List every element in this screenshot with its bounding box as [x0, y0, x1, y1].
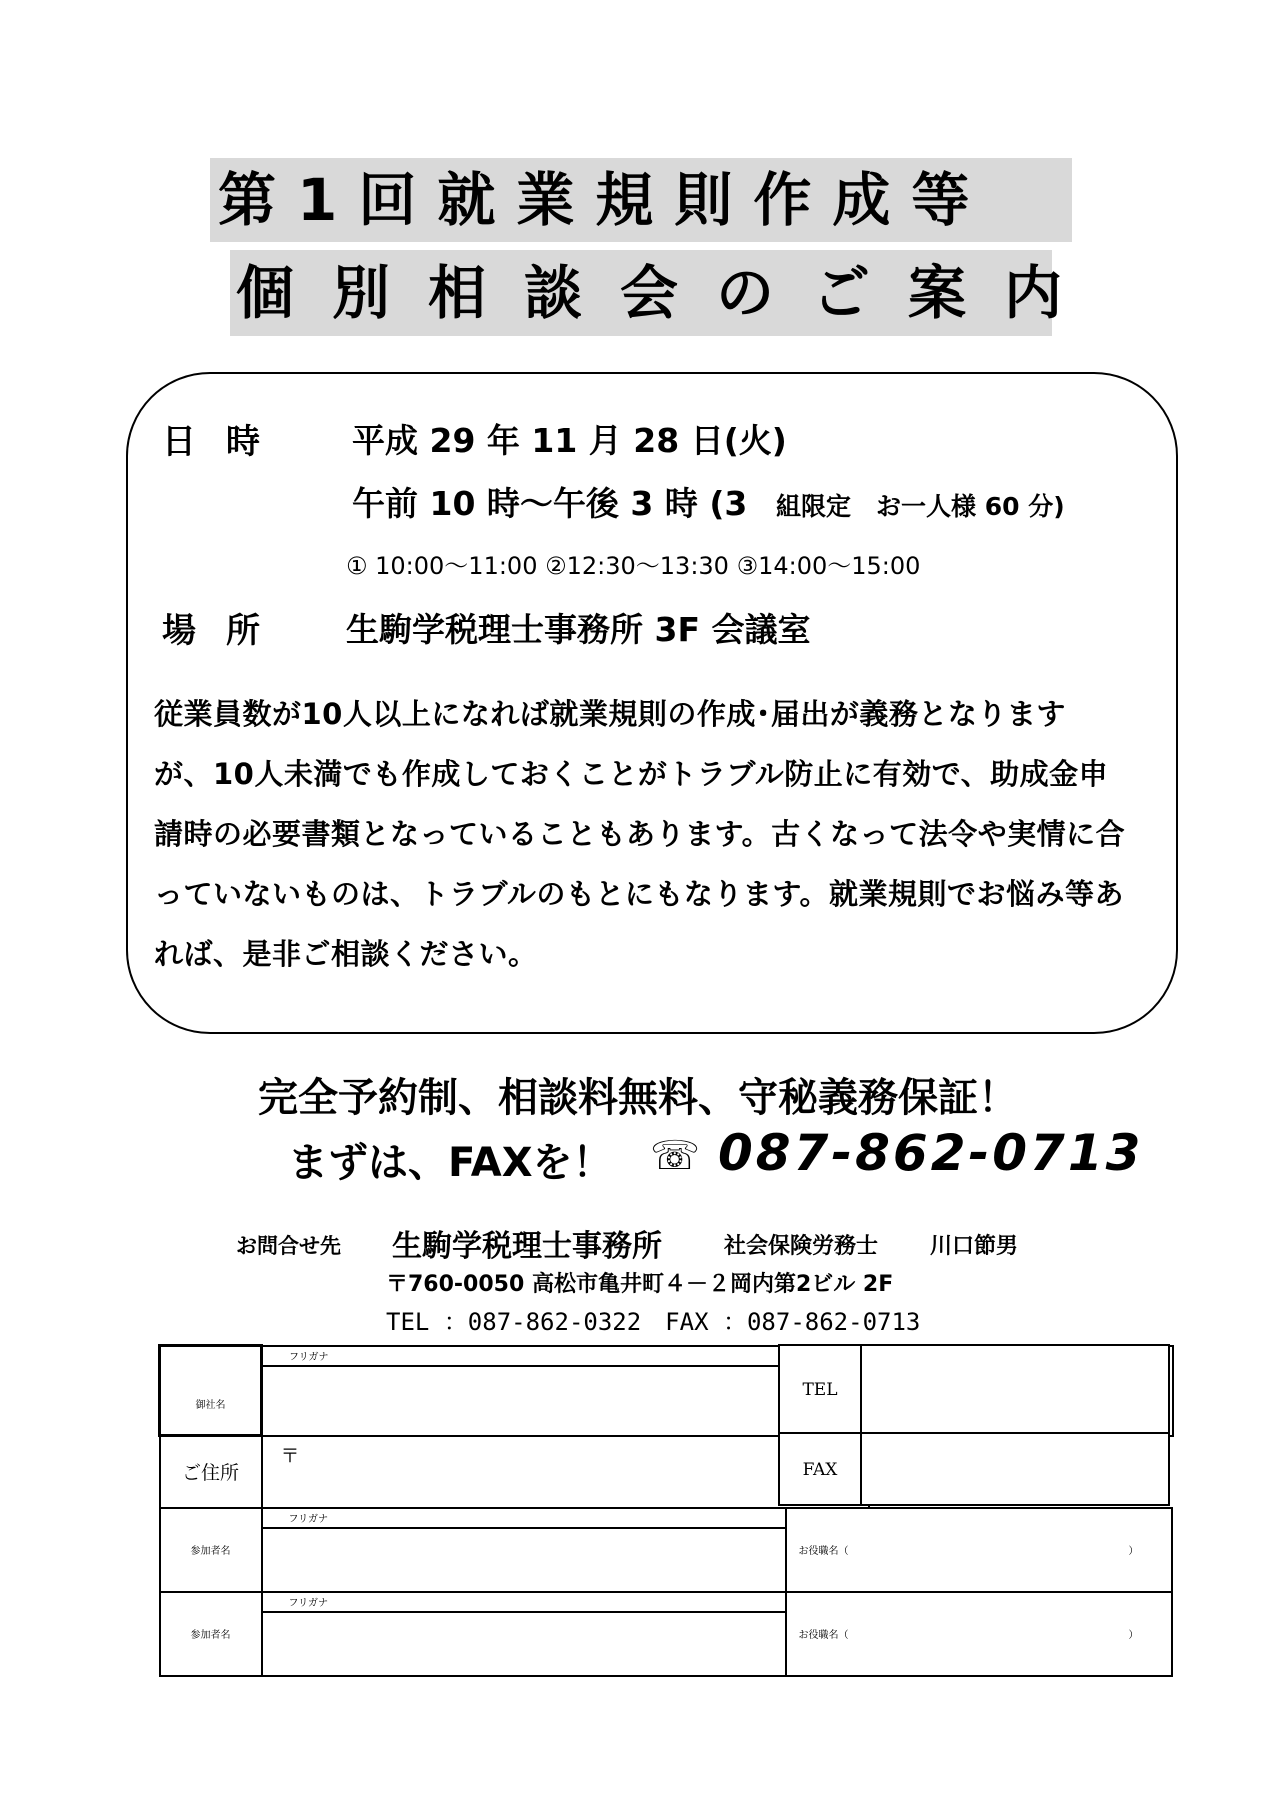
tel-fax-block — [778, 1344, 1170, 1506]
participant-label: 参加者名 — [160, 1592, 262, 1676]
participant-label: 参加者名 — [160, 1508, 262, 1592]
contact-label: お問合せ先 — [236, 1234, 341, 1258]
datetime-label: 日時 — [162, 422, 290, 462]
promo-headline: 完全予約制、相談料無料、守秘義務保証！ — [258, 1075, 1018, 1121]
event-time: 午前 10 時～午後 3 時 (3 — [352, 484, 748, 523]
promo-fax-call: まずは、FAXを！ — [288, 1140, 613, 1186]
description-line: 従業員数が10人以上になれば就業規則の作成･届出が義務となります — [154, 697, 1066, 731]
position-field[interactable]: お役職名（ ） — [786, 1592, 1172, 1676]
furigana-label: フリガナ — [262, 1346, 869, 1366]
description-line: 請時の必要書類となっていることもあります。古くなって法令や実情に合 — [154, 817, 1126, 851]
postal-mark: 〒 — [280, 1444, 300, 1467]
company-label: 御社名 — [195, 1400, 226, 1411]
fax-field[interactable] — [862, 1434, 1168, 1504]
telephone-icon: ☏ — [650, 1133, 701, 1179]
participant-name-field[interactable] — [262, 1612, 786, 1676]
title-line-1: 第1回就業規則作成等 — [210, 158, 1072, 242]
tel-field[interactable] — [862, 1346, 1168, 1434]
furigana-label: フリガナ — [262, 1592, 786, 1612]
promo-fax-number: 087-862-0713 — [718, 1124, 1144, 1182]
contact-title: 社会保険労務士 — [724, 1234, 879, 1259]
contact-tel-fax: TEL ：087-862-0322 FAX ：087-862-0713 — [386, 1308, 921, 1336]
time-slots: ① 10:00～11:00 ②12:30～13:30 ③14:00～15:00 — [346, 552, 921, 580]
contact-address: 〒760-0050 高松市亀井町４－２岡内第2ビル 2F — [386, 1272, 894, 1297]
event-time-note: 組限定 お一人様 60 分) — [776, 492, 1065, 521]
contact-office: 生駒学税理士事務所 — [392, 1229, 662, 1264]
description-line: っていないものは、トラブルのもとにもなります。就業規則でお悩み等あ — [154, 877, 1125, 911]
address-label: ご住所 — [160, 1436, 262, 1508]
tel-label: TEL — [778, 1346, 862, 1434]
participant-name-field[interactable] — [262, 1528, 786, 1592]
description-line: れば、是非ご相談ください。 — [154, 937, 538, 971]
event-date: 平成 29 年 11 月 28 日(火) — [352, 421, 787, 460]
title-line-2: 個別相談会のご案内 — [230, 250, 1052, 336]
contact-person: 川口節男 — [930, 1234, 1019, 1259]
position-field[interactable]: お役職名（ ） — [786, 1508, 1172, 1592]
place-label: 場所 — [162, 611, 290, 651]
description — [154, 684, 1154, 984]
furigana-label: フリガナ — [262, 1508, 786, 1528]
event-place: 生駒学税理士事務所 3F 会議室 — [346, 610, 811, 649]
description-line: が、10人未満でも作成しておくことがトラブル防止に有効で、助成金申 — [154, 757, 1109, 791]
fax-label: FAX — [778, 1434, 862, 1504]
